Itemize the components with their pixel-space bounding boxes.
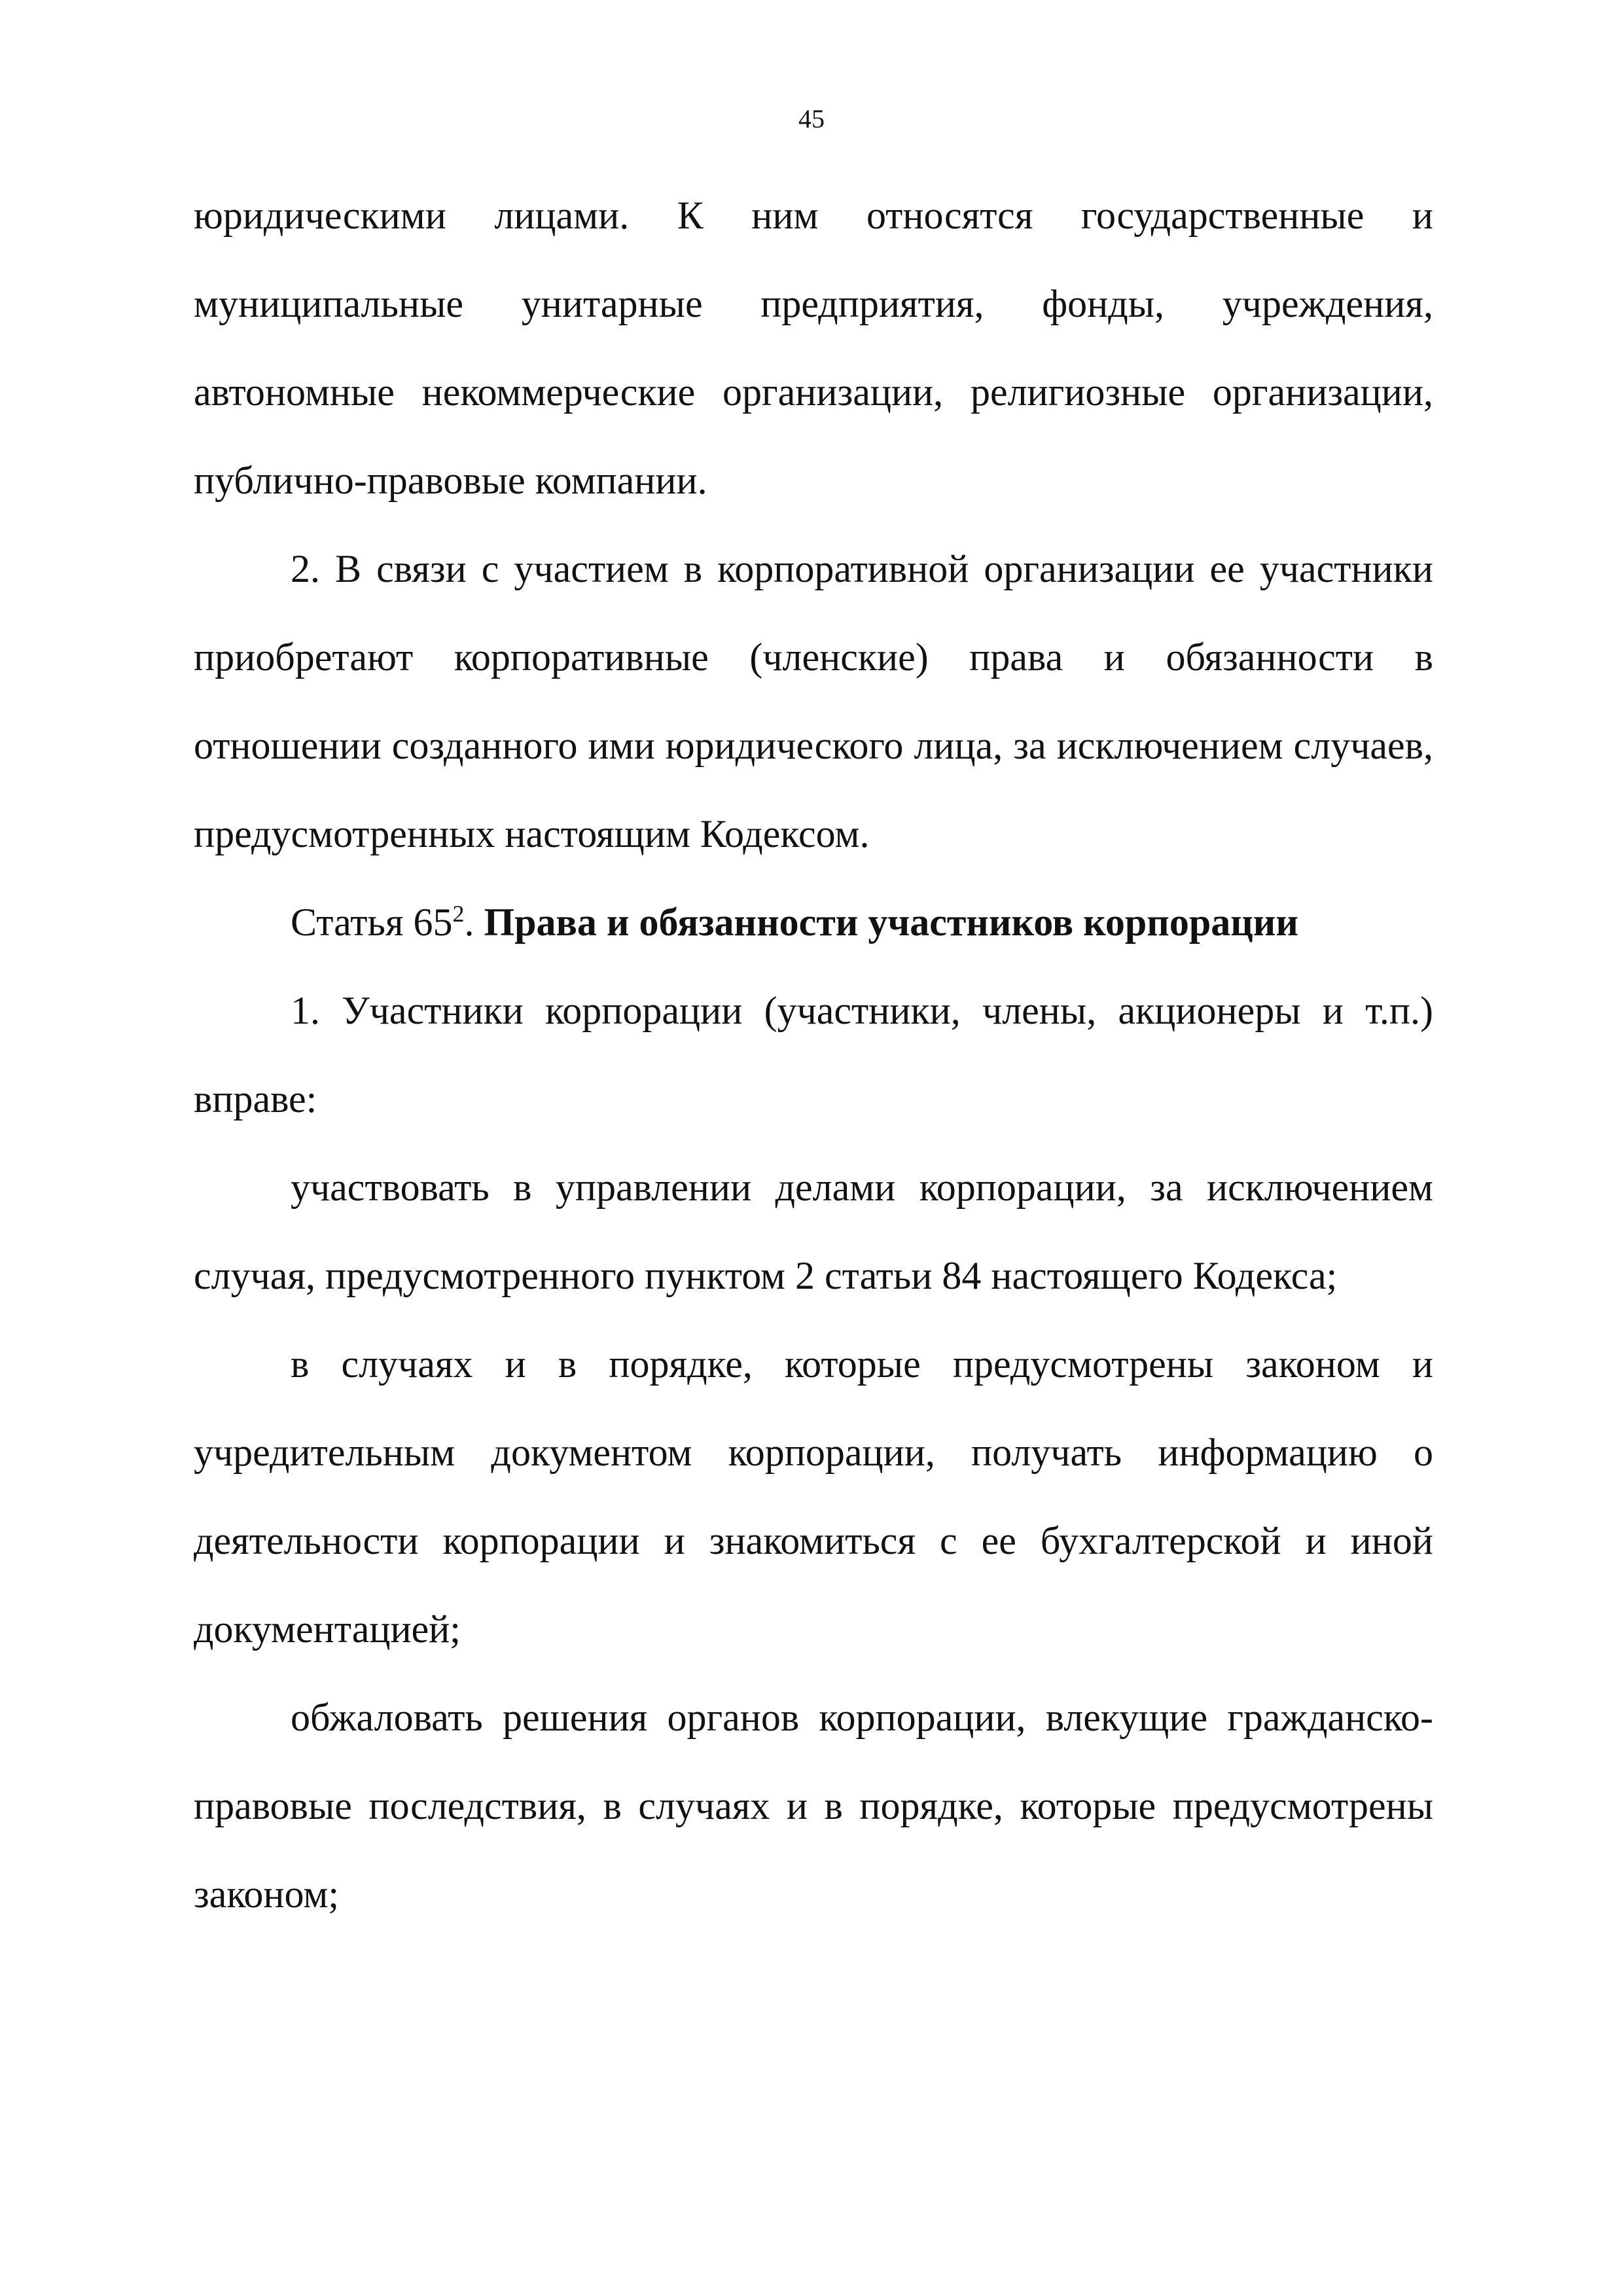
article-paragraph-appeal: обжаловать решения органов корпорации, влекущие гражданско-правовые последствия, в случаях и в порядке, которые предусмотрены законом; <box>194 1696 1433 1916</box>
article-heading <box>194 878 1433 967</box>
article-paragraph-1: 1. Участники корпорации (участники, члены, акционеры и т.п.) вправе: <box>194 989 1433 1121</box>
article-superscript: 2 <box>452 901 465 927</box>
article-title: Права и обязанности участников корпорации <box>484 901 1298 944</box>
article-prefix: Статья 65 <box>291 901 453 944</box>
article-separator: . <box>464 901 474 944</box>
article-paragraph-manage: участвовать в управлении делами корпорации, за исключением случая, предусмотренного пунктом 2 статьи 84 настоящего Кодекса; <box>194 1166 1433 1297</box>
paragraph-continuation: юридическими лицами. К ним относятся государственные и муниципальные унитарные предприятия, фонды, учреждения, автономные некоммерческие организации, религиозные организации, публично-правовые компании. <box>194 194 1433 502</box>
paragraph-item-2: 2. В связи с участием в корпоративной организации ее участники приобретают корпоративные (членские) права и обязанности в отношении созданного ими юридического лица, за исключением случаев, предусмотренных настоящим Кодексом. <box>194 547 1433 855</box>
page-number: 45 <box>798 104 825 134</box>
article-paragraph-information: в случаях и в порядке, которые предусмотрены законом и учредительным документом корпорации, получать информацию о деятельности корпорации и знакомиться с ее бухгалтерской и иной документацией; <box>194 1342 1433 1651</box>
document-body <box>194 171 1433 1939</box>
